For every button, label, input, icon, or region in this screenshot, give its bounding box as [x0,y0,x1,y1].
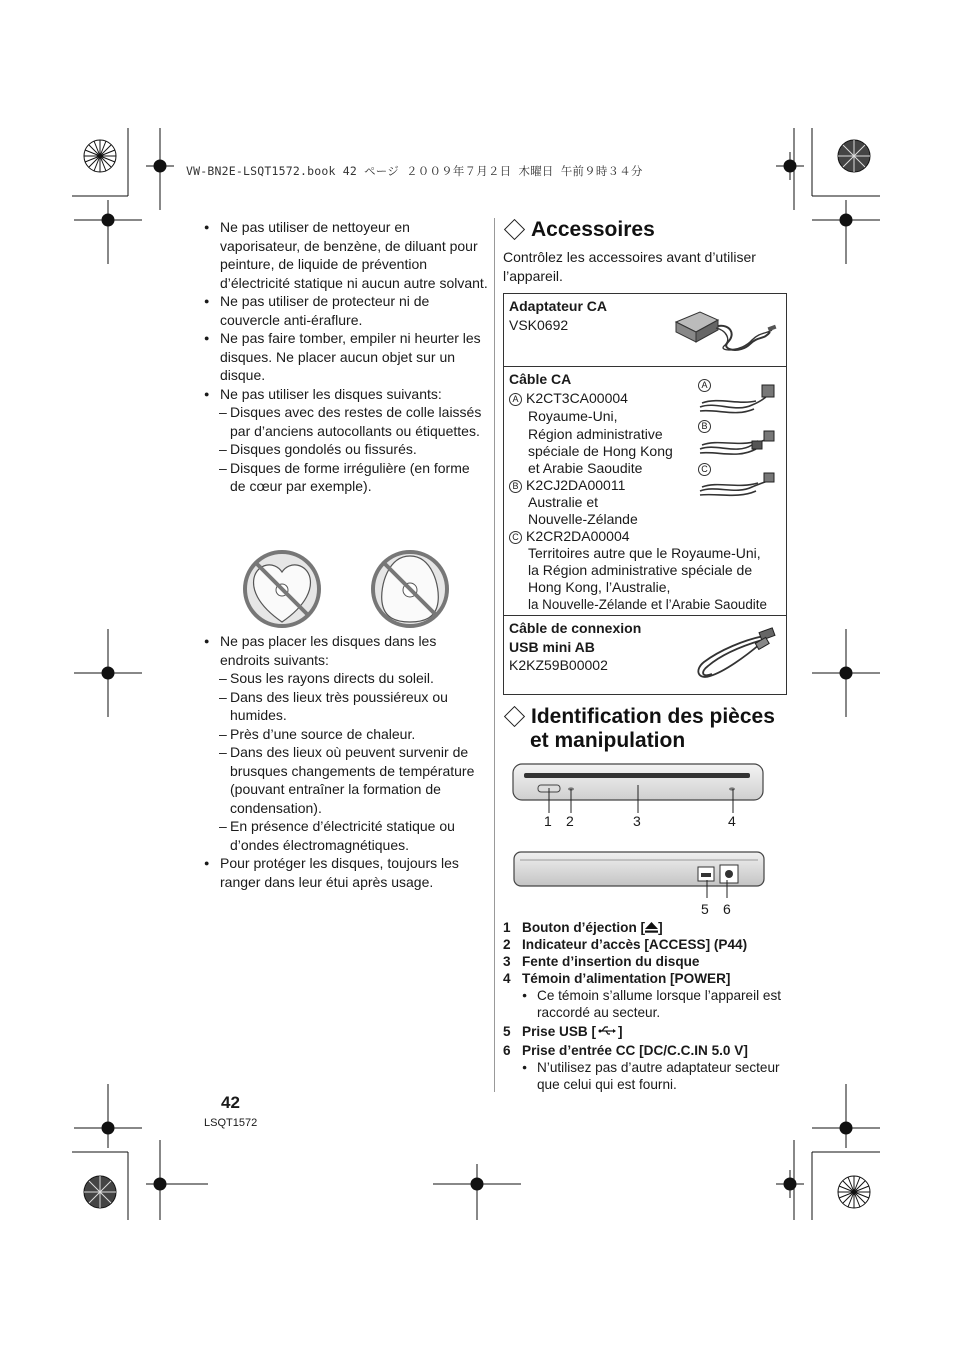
part-item-eject: 1 Bouton d’éjection [ ] [503,920,663,935]
usb-cable-illustration [690,622,782,686]
identification-heading: Identification des pièces et manipulation [503,705,775,753]
part-note: ● Ce témoin s’allume lorsque l’appareil est raccordé au secteur. [503,987,787,1021]
region-line: Hong Kong, l’Australie, [528,578,671,595]
sub-list-item: – Près d’une source de chaleur. [204,725,490,744]
column-divider [494,218,495,1092]
variant-marker: A [509,393,522,406]
eject-icon [645,922,658,933]
sub-list-item: – Disques gondolés ou fissurés. [204,440,488,459]
region-line: la Région administrative spéciale de [528,561,753,578]
accessory-name: Câble de connexion [509,620,642,636]
accessories-intro: Contrôlez les accessoires avant d’utiliser l’appareil. [503,249,756,284]
list-item: ● Ne pas utiliser de protecteur ni de couvercle anti-éraflure. [204,292,488,329]
accessory-row-ac-cable [504,367,786,616]
accessory-code: VSK0692 [509,316,569,333]
callout-lines [530,785,750,815]
part-item-slot: 3 Fente d’insertion du disque [503,954,700,969]
part-item-power: 4 Témoin d’alimentation [POWER] [503,971,731,986]
accessories-table [503,293,787,695]
disc-slot [524,773,750,778]
sub-list-item: – Dans des lieux où peuvent survenir de brusques changements de température (pouvant entraîner la formation de condensation). [204,743,490,817]
sub-list-item: – En présence d’électricité statique ou d’ondes électromagnétiques. [204,817,490,854]
variant-marker: A [698,379,711,392]
callout-label: 5 [701,901,709,917]
region-line: Région administrative [528,425,663,442]
region-line: Nouvelle-Zélande [528,510,638,527]
list-item: ● Pour protéger les disques, toujours les ranger dans leur étui après usage. [204,854,490,891]
accessory-name: Câble CA [509,371,572,387]
page-number: 42 [221,1093,240,1112]
region-line: et Arabie Saoudite [528,459,643,476]
callout-label: 1 [544,813,552,829]
variant-marker: B [509,480,522,493]
part-item-access: 2 Indicateur d’accès [ACCESS] (P44) [503,937,748,952]
sub-list-item: – Disques de forme irrégulière (en forme de cœur par exemple). [204,459,488,496]
accessory-row-usb-cable [504,616,786,694]
variant-marker: C [509,531,522,544]
variant-marker: B [698,420,711,433]
heart-disc-prohibited-icon [245,552,319,626]
accessory-name: USB mini AB [509,638,595,655]
cable-variant-a: A K2CT3CA00004 [509,389,781,408]
sub-list-item: – Dans des lieux très poussiéreux ou humides. [204,688,490,725]
callout-label: 4 [728,813,736,829]
accessory-code: K2KZ59B00002 [509,657,608,673]
list-item: ● Ne pas utiliser les disques suivants: [204,385,488,404]
list-item: ● Ne pas faire tomber, empiler ni heurter les disques. Ne placer aucun objet sur un disque. [204,329,488,385]
callout-lines [700,878,740,900]
callout-label: 3 [633,813,641,829]
callout-label: 6 [723,901,731,917]
part-item-dc-in: 6 Prise d’entrée CC [DC/C.C.IN 5.0 V] [503,1043,748,1058]
sub-list-item: – Sous les rayons directs du soleil. [204,669,490,688]
parts-list [503,919,787,1093]
sub-list-item: – Disques avec des restes de colle laissés par d’anciens autocollants ou étiquettes. [204,403,488,440]
region-line: Australie et [528,493,599,510]
accessories-heading: Accessoires [503,218,655,242]
part-note: ● N’utilisez pas d’autre adaptateur secteur que celui qui est fourni. [503,1059,787,1093]
callout-label: 2 [566,813,574,829]
cable-variant-c: C K2CR2DA00004 [509,528,781,545]
region-line: Royaume-Uni, [528,408,618,424]
ac-adapter-illustration [670,300,780,356]
list-item: ● Ne pas placer les disques dans les endroits suivants: [204,632,490,669]
power-cables-illustration [696,383,780,499]
variant-marker: C [698,463,711,476]
usb-icon [598,1026,616,1036]
accessory-name: Adaptateur CA [509,298,608,314]
list-item: ● Ne pas utiliser de nettoyeur en vaporisateur, de benzène, de diluant pour peinture, de liquide de prévention d’électricité statique ni aucun autre solvant. [204,218,488,292]
left-column-cautions [204,218,488,496]
left-column-storage [204,632,490,891]
part-item-usb: 5 Prise USB [ ] [503,1024,623,1039]
region-line: spéciale de Hong Kong [528,442,673,459]
diamond-icon [504,219,525,240]
region-line: Territoires autre que le Royaume-Uni, [528,544,761,561]
cable-variant-b: B K2CJ2DA00011 [509,477,781,494]
diamond-icon [504,706,525,727]
irregular-disc-prohibited-icon [373,552,447,626]
prohibited-discs-illustration [236,546,456,632]
accessory-row-adapter [504,294,786,367]
region-line: la Nouvelle-Zélande et l’Arabie Saoudite [528,596,767,612]
print-header-line: VW-BN2E-LSQT1572.book 42 ページ ２００９年７月２日 木曜日 午前９時３４分 [186,164,643,178]
document-code: LSQT1572 [204,1117,258,1129]
